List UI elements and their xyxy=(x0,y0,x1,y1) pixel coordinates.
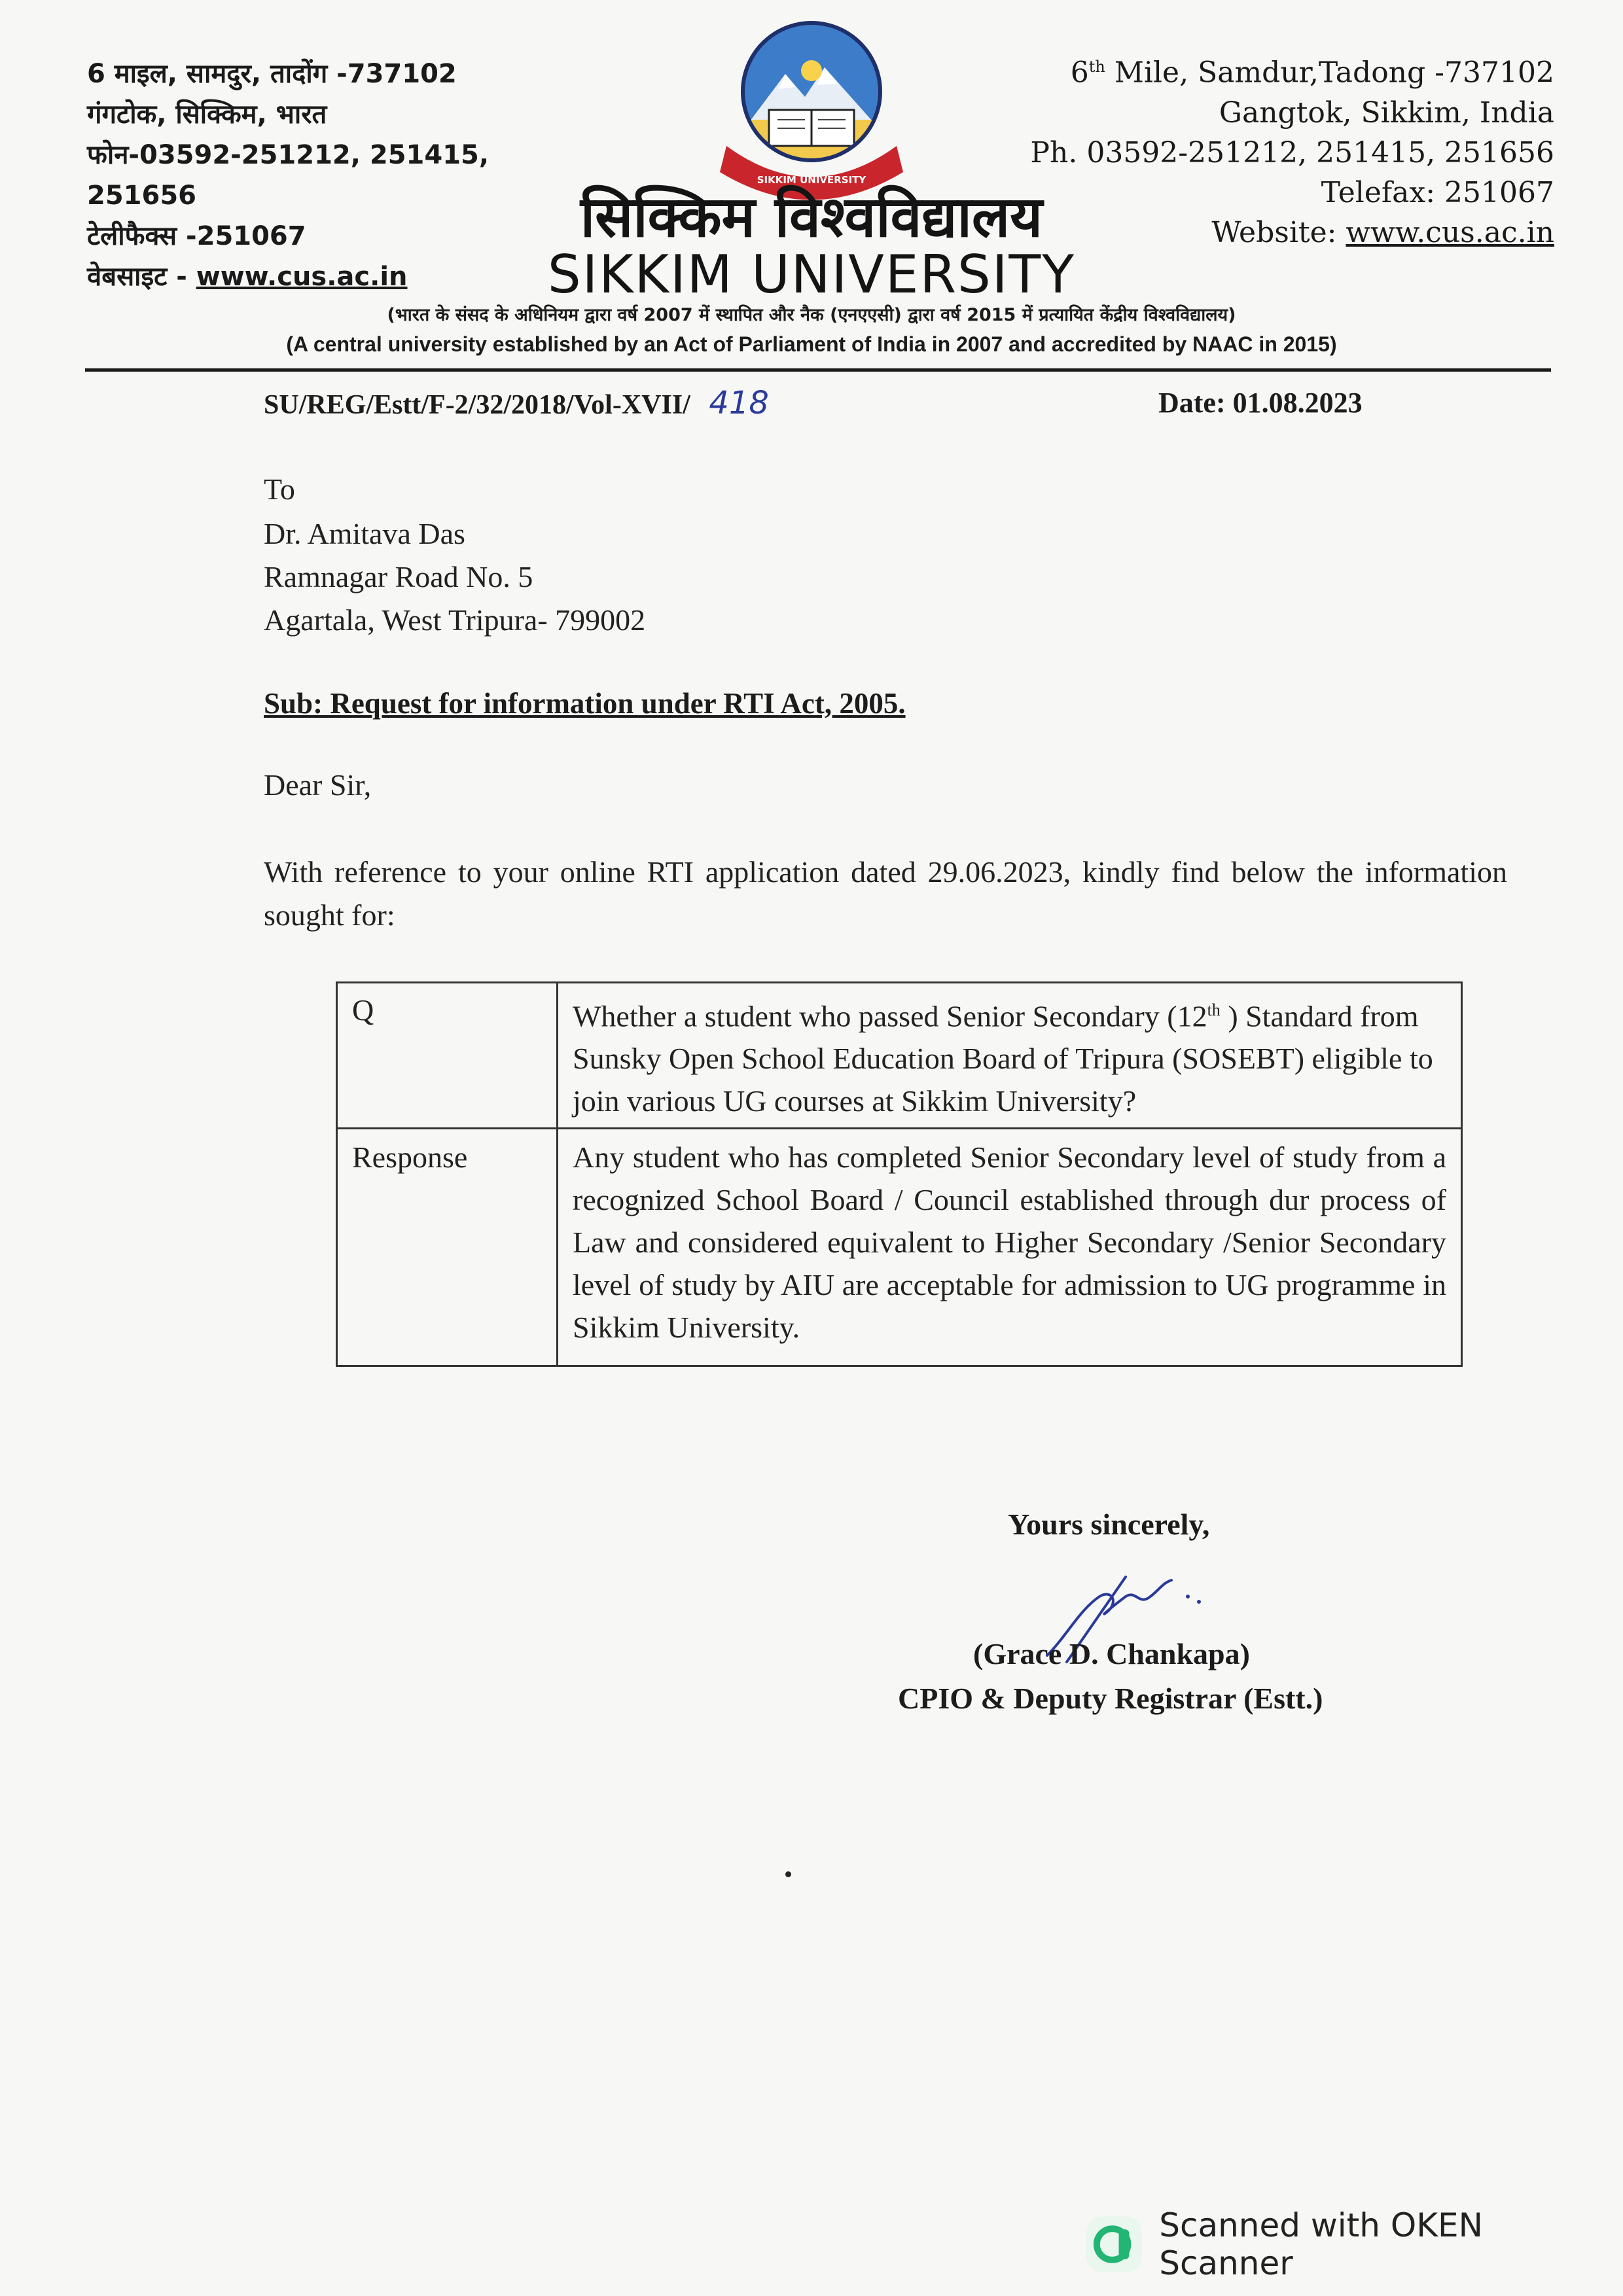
rti-qa-table xyxy=(336,981,1463,1367)
english-website-link[interactable]: www.cus.ac.in xyxy=(1346,215,1554,249)
response-text: Any student who has completed Senior Secondary level of study from a recognized School Board / Council established through dur process of Law and considered equivalent to Higher Secondary /Senior Secondary level of study by AIU are acceptable for admission to UG programme in Sikkim University. xyxy=(558,1129,1462,1366)
intro-paragraph: With reference to your online RTI application dated 29.06.2023, kindly find below the information sought for: xyxy=(264,855,1507,932)
salutation: Dear Sir, xyxy=(264,768,372,802)
recipient-block xyxy=(264,512,645,642)
reference-number xyxy=(264,383,769,425)
question-label: Q xyxy=(337,983,558,1129)
university-logo-icon xyxy=(707,12,916,202)
tagline-hindi: (भारत के संसद के अधिनियम द्वारा वर्ष 2007 में स्थापित और नैक (एनएएसी) द्वारा वर्ष 2015 में प्रत्यायित केंद्रीय विश्वविद्यालय) xyxy=(387,305,1236,325)
english-address-line: Gangtok, Sikkim, India xyxy=(1219,96,1554,130)
scanner-watermark xyxy=(1086,2206,1623,2282)
signatory-title: CPIO & Deputy Registrar (Estt.) xyxy=(898,1682,1323,1715)
valediction: Yours sincerely, xyxy=(1008,1508,1210,1541)
tagline-english: (A central university established by an Act of Parliament of India in 2007 and accredited by NAAC in 2015) xyxy=(286,332,1337,356)
logo-ribbon-text: SIKKIM UNIVERSITY xyxy=(757,174,866,186)
to-label: To xyxy=(264,472,295,506)
recipient-address-line: Ramnagar Road No. 5 xyxy=(264,560,533,593)
english-website-label: Website: xyxy=(1211,215,1346,249)
hindi-address-line: 6 माइल, सामदुर, तादोंग -737102 xyxy=(87,59,457,89)
hindi-address-line: टेलीफैक्स -251067 xyxy=(87,221,306,251)
hindi-website-link[interactable]: www.cus.ac.in xyxy=(196,262,408,292)
recipient-name: Dr. Amitava Das xyxy=(264,517,465,550)
scanner-text: Scanned with OKEN Scanner xyxy=(1159,2206,1483,2282)
hindi-website-label: वेबसाइट - xyxy=(87,262,196,292)
recipient-address-line: Agartala, West Tripura- 799002 xyxy=(264,603,646,637)
reference-text: SU/REG/Estt/F-2/32/2018/Vol-XVII/ xyxy=(264,390,690,420)
university-name-hindi: सिक्किम विश्वविद्यालय xyxy=(580,185,1043,250)
reference-handwritten-number: 418 xyxy=(709,385,769,421)
oken-scanner-icon xyxy=(1086,2216,1142,2272)
university-name-english: SIKKIM UNIVERSITY xyxy=(547,244,1076,305)
hindi-address-line: गंगटोक, सिक्किम, भारत xyxy=(87,99,327,130)
hindi-address-line: फोन-03592-251212, 251415, 251656 xyxy=(87,140,490,211)
english-address-line: Ph. 03592-251212, 251415, 251656 xyxy=(1030,135,1554,169)
letter-date: Date: 01.08.2023 xyxy=(1158,387,1363,419)
letterhead-divider xyxy=(85,368,1551,372)
english-address-line: Telefax: 251067 xyxy=(1321,175,1554,209)
signatory-name: (Grace D. Chankapa) xyxy=(973,1637,1250,1670)
university-logo xyxy=(707,12,916,202)
table-row xyxy=(337,983,1462,1129)
response-label: Response xyxy=(337,1129,558,1366)
question-text: Whether a student who passed Senior Secondary (12th ) Standard from Sunsky Open School Education Board of Tripura (SOSEBT) eligible to join various UG courses at Sikkim University? xyxy=(558,983,1462,1129)
letter-subject: Sub: Request for information under RTI Act, 2005. xyxy=(264,687,906,720)
table-row xyxy=(337,1129,1462,1366)
english-address-line-1: 6th Mile, Samdur,Tadong -737102 xyxy=(1070,56,1554,90)
stray-dot xyxy=(785,1871,791,1877)
